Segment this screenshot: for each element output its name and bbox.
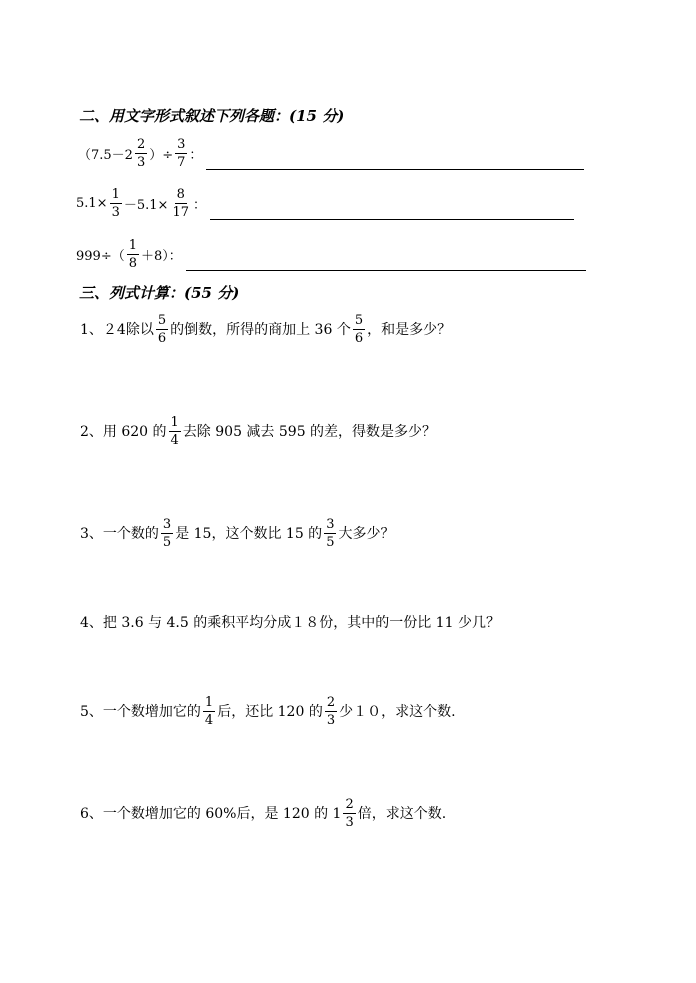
question-4: 4、把 3.6 与 4.5 的乘积平均分成１８份，其中的一份比 11 少几？ <box>80 615 500 631</box>
section-2-title: 二、用文字形式叙述下列各题：(15 分) <box>79 106 345 125</box>
fraction-5-6: $\frac{5}{6}$ <box>157 312 167 346</box>
expression-2: 5.1× $\frac{1}{3}$ －5.1× $\frac{8}{17}$ ： <box>76 182 574 224</box>
fraction-2-3: $\frac{2}{3}$ <box>136 136 146 170</box>
fraction-2-3-q5: $\frac{2}{3}$ <box>326 694 336 728</box>
answer-line-3[interactable] <box>186 270 586 271</box>
fraction-3-5-second: $\frac{3}{5}$ <box>326 516 335 550</box>
question-6: 6、一个数增加它的 60%后，是 120 的 1 $\frac{2}{3}$ 倍，求这个数. <box>80 796 447 830</box>
answer-line-2[interactable] <box>210 219 574 220</box>
fraction-1-4: $\frac{1}{4}$ <box>170 414 179 448</box>
question-2: 2、用 620 的 $\frac{1}{4}$ 去除 905 减去 595 的差，得数是多少？ <box>80 414 437 448</box>
fraction-3-5: $\frac{3}{5}$ <box>162 516 172 550</box>
fraction-1-3: $\frac{1}{3}$ <box>111 186 120 220</box>
question-3: 3、一个数的 $\frac{3}{5}$ 是 15，这个数比 15 的 $\frac{3}{5}$ 大多少？ <box>80 516 395 550</box>
fraction-1-8: $\frac{1}{8}$ <box>128 237 137 271</box>
question-5: 5、一个数增加它的 $\frac{1}{4}$ 后，还比 120 的 $\frac{2}{3}$ 少１０，求这个数. <box>80 694 456 728</box>
section-3-title: 三、列式计算：(55 分) <box>79 283 240 302</box>
fraction-3-7: $\frac{3}{7}$ <box>177 136 186 170</box>
expression-3: 999÷（ $\frac{1}{8}$ ＋8）： <box>76 233 586 275</box>
answer-line-1[interactable] <box>206 169 584 170</box>
question-1: 1、２4除以 $\frac{5}{6}$ 的倒数，所得的商加上 36 个 $\frac{5}{6}$ ，和是多少？ <box>80 312 452 346</box>
expression-1: （7.5－2 $\frac{2}{3}$ ）÷ $\frac{3}{7}$ ： <box>78 132 584 174</box>
fraction-5-6-second: $\frac{5}{6}$ <box>354 312 364 346</box>
fraction-8-17: $\frac{8}{17}$ <box>172 186 189 220</box>
fraction-2-3-q6: $\frac{2}{3}$ <box>345 796 354 830</box>
fraction-1-4-q5: $\frac{1}{4}$ <box>204 694 214 728</box>
